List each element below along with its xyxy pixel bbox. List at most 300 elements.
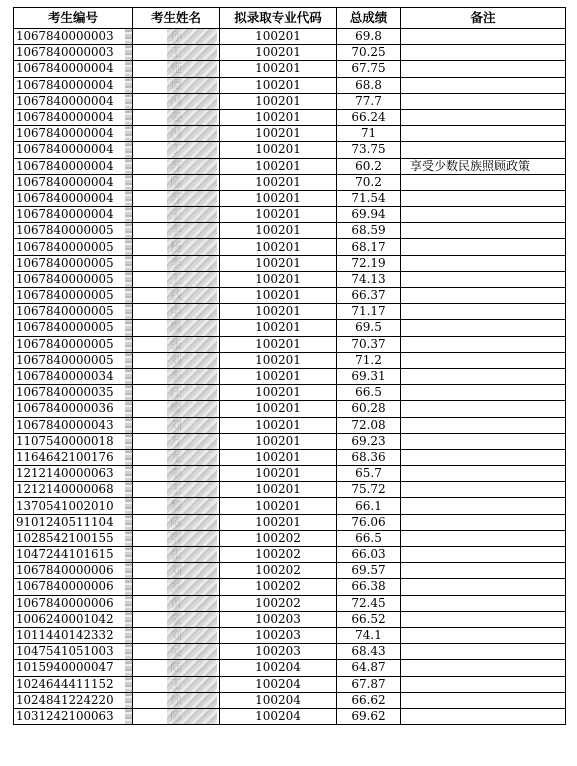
table-row [14,692,566,708]
redaction-mosaic [167,94,217,109]
table-row [14,239,566,255]
table-body [14,29,566,725]
major-code-cell [220,207,337,223]
redaction-mosaic [125,547,133,562]
remarks-cell [401,708,566,724]
total-score-cell-text: 72.19 [351,255,386,270]
total-score-cell [337,368,401,384]
candidate-id-cell [14,563,133,579]
remarks-cell [401,466,566,482]
major-code-cell-text: 100204 [255,708,301,723]
total-score-cell-text: 60.28 [351,401,386,416]
candidate-name-cell [133,239,220,255]
candidate-id-cell [14,45,133,61]
total-score-cell-text: 71.2 [355,352,382,367]
remarks-cell [401,61,566,77]
major-code-cell-text: 100201 [255,271,301,286]
candidate-name-cell [133,417,220,433]
remarks-cell [401,563,566,579]
table-row [14,579,566,595]
candidate-id-cell-text: 1031242100063 [16,708,114,723]
remarks-cell [401,595,566,611]
candidate-name-cell [133,692,220,708]
total-score-cell [337,77,401,93]
redaction-mosaic [167,612,217,627]
major-code-cell-text: 100202 [255,530,301,545]
candidate-id-cell-text: 1067840000004 [16,207,114,222]
redaction-mosaic [125,223,133,238]
candidate-id-cell [14,207,133,223]
total-score-cell [337,692,401,708]
candidate-id-cell [14,401,133,417]
candidate-id-cell [14,174,133,190]
candidate-id-cell [14,352,133,368]
major-code-cell-text: 100202 [255,563,301,578]
table-row [14,207,566,223]
major-code-cell [220,466,337,482]
candidate-id-cell-text: 1212140000068 [16,482,114,497]
remarks-cell [401,223,566,239]
total-score-cell [337,109,401,125]
redaction-mosaic [167,515,217,530]
remarks-cell [401,288,566,304]
major-code-cell-text: 100201 [255,352,301,367]
remarks-cell [401,158,566,174]
table-row [14,336,566,352]
total-score-cell [337,158,401,174]
candidate-name-cell [133,385,220,401]
redaction-mosaic [125,563,133,578]
table-row [14,255,566,271]
redaction-mosaic [125,466,133,481]
table-row [14,29,566,45]
redaction-mosaic [167,628,217,643]
remarks-cell [401,660,566,676]
redaction-mosaic [167,304,217,319]
candidate-id-cell [14,660,133,676]
redaction-mosaic [125,596,133,611]
redaction-mosaic [125,207,133,222]
total-score-cell [337,255,401,271]
candidate-name-cell [133,498,220,514]
major-code-cell [220,61,337,77]
major-code-cell-text: 100201 [255,433,301,448]
candidate-name-cell [133,190,220,206]
major-code-cell [220,239,337,255]
redaction-mosaic [167,272,217,287]
candidate-name-cell [133,660,220,676]
table-row [14,77,566,93]
candidate-id-cell [14,466,133,482]
candidate-name-cell [133,109,220,125]
remarks-cell [401,174,566,190]
table-row [14,530,566,546]
header-row [14,8,566,29]
redaction-mosaic [125,94,133,109]
redaction-mosaic [167,175,217,190]
candidate-id-cell-text: 1024644411152 [16,676,114,691]
candidate-id-cell [14,627,133,643]
total-score-cell [337,126,401,142]
remarks-cell [401,126,566,142]
candidate-name-cell [133,579,220,595]
total-score-cell [337,595,401,611]
major-code-cell [220,93,337,109]
remarks-cell [401,93,566,109]
total-score-cell-text: 66.24 [351,110,386,125]
total-score-cell [337,466,401,482]
remarks-cell [401,336,566,352]
total-score-cell [337,190,401,206]
total-score-cell-text: 73.75 [351,142,386,157]
total-score-cell-text: 72.08 [351,417,386,432]
redaction-mosaic [125,159,133,174]
candidate-id-cell [14,29,133,45]
redaction-mosaic [167,482,217,497]
candidate-id-cell-text: 1011440142332 [16,628,114,643]
candidate-name-cell [133,611,220,627]
candidate-name-cell [133,644,220,660]
remarks-cell [401,644,566,660]
candidate-id-cell [14,595,133,611]
candidate-id-cell [14,304,133,320]
candidate-id-cell [14,530,133,546]
major-code-cell [220,547,337,563]
major-code-cell-text: 100201 [255,498,301,513]
major-code-cell-text: 100201 [255,466,301,481]
candidate-name-cell [133,29,220,45]
candidate-name-cell [133,401,220,417]
total-score-cell-text: 68.8 [355,77,382,92]
candidate-id-cell [14,158,133,174]
remarks-cell [401,190,566,206]
remarks-cell [401,368,566,384]
redaction-mosaic [167,288,217,303]
total-score-cell-text: 66.62 [351,692,386,707]
candidate-id-cell-text: 1067840000004 [16,110,114,125]
total-score-cell-text: 74.13 [351,271,386,286]
remarks-cell [401,547,566,563]
total-score-cell [337,676,401,692]
candidate-name-cell [133,304,220,320]
remarks-cell [401,271,566,287]
total-score-cell [337,336,401,352]
total-score-cell-text: 69.94 [351,207,386,222]
candidate-id-cell-text: 1067840000004 [16,61,114,76]
major-code-cell-text: 100201 [255,190,301,205]
major-code-cell [220,126,337,142]
total-score-cell-text: 69.57 [351,563,386,578]
candidate-id-cell [14,368,133,384]
candidate-name-cell [133,336,220,352]
table-row [14,627,566,643]
remarks-cell [401,611,566,627]
candidate-id-cell-text: 1024841224220 [16,692,114,707]
admission-table [13,7,566,725]
total-score-cell [337,644,401,660]
table-row [14,223,566,239]
redaction-mosaic [125,272,133,287]
candidate-name-cell [133,466,220,482]
remarks-cell [401,449,566,465]
redaction-mosaic [167,385,217,400]
total-score-cell [337,482,401,498]
redaction-mosaic [125,434,133,449]
total-score-cell-text: 67.75 [351,61,386,76]
major-code-cell-text: 100201 [255,369,301,384]
total-score-cell-text: 71 [360,126,377,141]
table-row [14,93,566,109]
remarks-cell [401,29,566,45]
major-code-cell-text: 100203 [255,628,301,643]
total-score-cell-text: 65.7 [355,466,382,481]
candidate-name-cell [133,530,220,546]
redaction-mosaic [167,418,217,433]
total-score-cell [337,660,401,676]
candidate-id-cell-text: 1212140000063 [16,466,114,481]
remarks-cell [401,255,566,271]
redaction-mosaic [125,660,133,675]
total-score-cell [337,142,401,158]
major-code-cell [220,611,337,627]
candidate-id-cell [14,255,133,271]
candidate-id-cell-text: 1067840000004 [16,158,114,173]
total-score-cell-text: 69.8 [355,29,382,44]
redaction-mosaic [125,126,133,141]
candidate-id-cell [14,320,133,336]
major-code-cell [220,223,337,239]
total-score-cell-text: 64.87 [351,660,386,675]
redaction-mosaic [125,369,133,384]
redaction-mosaic [125,498,133,513]
candidate-id-cell-text: 1067840000036 [16,401,114,416]
table-row [14,563,566,579]
candidate-name-cell [133,126,220,142]
major-code-cell-text: 100201 [255,45,301,60]
major-code-cell [220,401,337,417]
total-score-cell [337,207,401,223]
candidate-id-cell-text: 1067840000004 [16,126,114,141]
redaction-mosaic [167,337,217,352]
redaction-mosaic [125,78,133,93]
major-code-cell-text: 100201 [255,514,301,529]
major-code-cell-text: 100204 [255,660,301,675]
table-row [14,417,566,433]
candidate-id-cell-text: 1067840000004 [16,174,114,189]
major-code-cell [220,142,337,158]
table-row [14,449,566,465]
candidate-name-cell [133,676,220,692]
candidate-name-cell [133,547,220,563]
major-code-cell-text: 100201 [255,304,301,319]
table-row [14,611,566,627]
remarks-cell [401,77,566,93]
redaction-mosaic [167,159,217,174]
major-code-cell-text: 100203 [255,644,301,659]
candidate-id-cell-text: 1067840000004 [16,142,114,157]
table-row [14,708,566,724]
major-code-cell [220,514,337,530]
total-score-cell-text: 66.38 [351,579,386,594]
header-candidate-id: 考生编号 [14,8,133,29]
remarks-cell [401,45,566,61]
total-score-cell [337,385,401,401]
total-score-cell-text: 66.5 [355,530,382,545]
candidate-id-cell-text: 1067840000006 [16,563,114,578]
total-score-cell-text: 72.45 [351,595,386,610]
candidate-name-cell [133,708,220,724]
table-row [14,433,566,449]
total-score-cell-text: 69.23 [351,433,386,448]
redaction-mosaic [167,126,217,141]
major-code-cell [220,482,337,498]
candidate-id-cell-text: 1006240001042 [16,611,114,626]
table-row [14,271,566,287]
major-code-cell [220,644,337,660]
major-code-cell-text: 100201 [255,255,301,270]
total-score-cell [337,579,401,595]
candidate-id-cell [14,239,133,255]
redaction-mosaic [125,142,133,157]
candidate-name-cell [133,271,220,287]
candidate-id-cell-text: 1107540000018 [16,433,114,448]
redaction-mosaic [125,110,133,125]
major-code-cell [220,29,337,45]
candidate-name-cell [133,482,220,498]
header-remarks: 备注 [401,8,566,29]
remarks-cell [401,417,566,433]
remarks-cell [401,304,566,320]
redaction-mosaic [125,45,133,60]
redaction-mosaic [125,256,133,271]
major-code-cell [220,190,337,206]
redaction-mosaic [167,191,217,206]
redaction-mosaic [167,693,217,708]
remarks-cell [401,385,566,401]
redaction-mosaic [167,466,217,481]
total-score-cell-text: 68.43 [351,644,386,659]
major-code-cell [220,336,337,352]
candidate-id-cell [14,676,133,692]
total-score-cell [337,547,401,563]
redaction-mosaic [125,677,133,692]
redaction-mosaic [125,644,133,659]
redaction-mosaic [167,596,217,611]
remarks-cell [401,352,566,368]
candidate-name-cell [133,433,220,449]
major-code-cell [220,676,337,692]
total-score-cell [337,417,401,433]
total-score-cell [337,563,401,579]
table-row [14,45,566,61]
candidate-id-cell-text: 1067840000004 [16,93,114,108]
candidate-id-cell-text: 1067840000005 [16,352,114,367]
table-row [14,368,566,384]
remarks-cell [401,676,566,692]
candidate-id-cell [14,498,133,514]
candidate-id-cell [14,433,133,449]
table-row [14,547,566,563]
major-code-cell-text: 100201 [255,110,301,125]
redaction-mosaic [167,579,217,594]
candidate-id-cell-text: 1015940000047 [16,660,114,675]
redaction-mosaic [125,61,133,76]
major-code-cell-text: 100201 [255,336,301,351]
candidate-name-cell [133,352,220,368]
candidate-id-cell [14,190,133,206]
remarks-cell [401,109,566,125]
candidate-name-cell [133,77,220,93]
redaction-mosaic [167,450,217,465]
remarks-cell [401,207,566,223]
total-score-cell [337,239,401,255]
candidate-name-cell [133,207,220,223]
candidate-name-cell [133,255,220,271]
candidate-id-cell-text: 1067840000003 [16,45,114,60]
table-row [14,142,566,158]
candidate-id-cell [14,61,133,77]
candidate-id-cell [14,547,133,563]
remarks-cell [401,627,566,643]
candidate-id-cell-text: 1067840000043 [16,417,114,432]
major-code-cell [220,660,337,676]
candidate-id-cell-text: 1067840000004 [16,190,114,205]
table-row [14,482,566,498]
remarks-cell-text: 享受少数民族照顾政策 [410,158,531,173]
total-score-cell-text: 67.87 [351,676,386,691]
candidate-id-cell-text: 1067840000006 [16,579,114,594]
total-score-cell [337,174,401,190]
remarks-cell [401,320,566,336]
total-score-cell-text: 66.37 [351,288,386,303]
redaction-mosaic [125,353,133,368]
major-code-cell [220,174,337,190]
total-score-cell-text: 68.36 [351,449,386,464]
table-row [14,401,566,417]
total-score-cell [337,45,401,61]
redaction-mosaic [125,239,133,254]
major-code-cell-text: 100201 [255,126,301,141]
redaction-mosaic [125,288,133,303]
redaction-mosaic [125,418,133,433]
remarks-cell [401,239,566,255]
table-row [14,126,566,142]
table-row [14,109,566,125]
major-code-cell-text: 100201 [255,401,301,416]
major-code-cell-text: 100202 [255,579,301,594]
redaction-mosaic [125,531,133,546]
candidate-id-cell [14,385,133,401]
redaction-mosaic [167,78,217,93]
redaction-mosaic [125,175,133,190]
redaction-mosaic [167,563,217,578]
major-code-cell [220,368,337,384]
table-row [14,304,566,320]
table-row [14,352,566,368]
major-code-cell-text: 100201 [255,385,301,400]
candidate-id-cell-text: 1067840000006 [16,595,114,610]
candidate-id-cell-text: 1067840000003 [16,29,114,44]
candidate-id-cell-text: 1047541051003 [16,644,114,659]
candidate-name-cell [133,595,220,611]
major-code-cell-text: 100201 [255,29,301,44]
remarks-cell [401,579,566,595]
major-code-cell [220,158,337,174]
table-row [14,385,566,401]
candidate-id-cell [14,482,133,498]
total-score-cell [337,271,401,287]
redaction-mosaic [167,401,217,416]
